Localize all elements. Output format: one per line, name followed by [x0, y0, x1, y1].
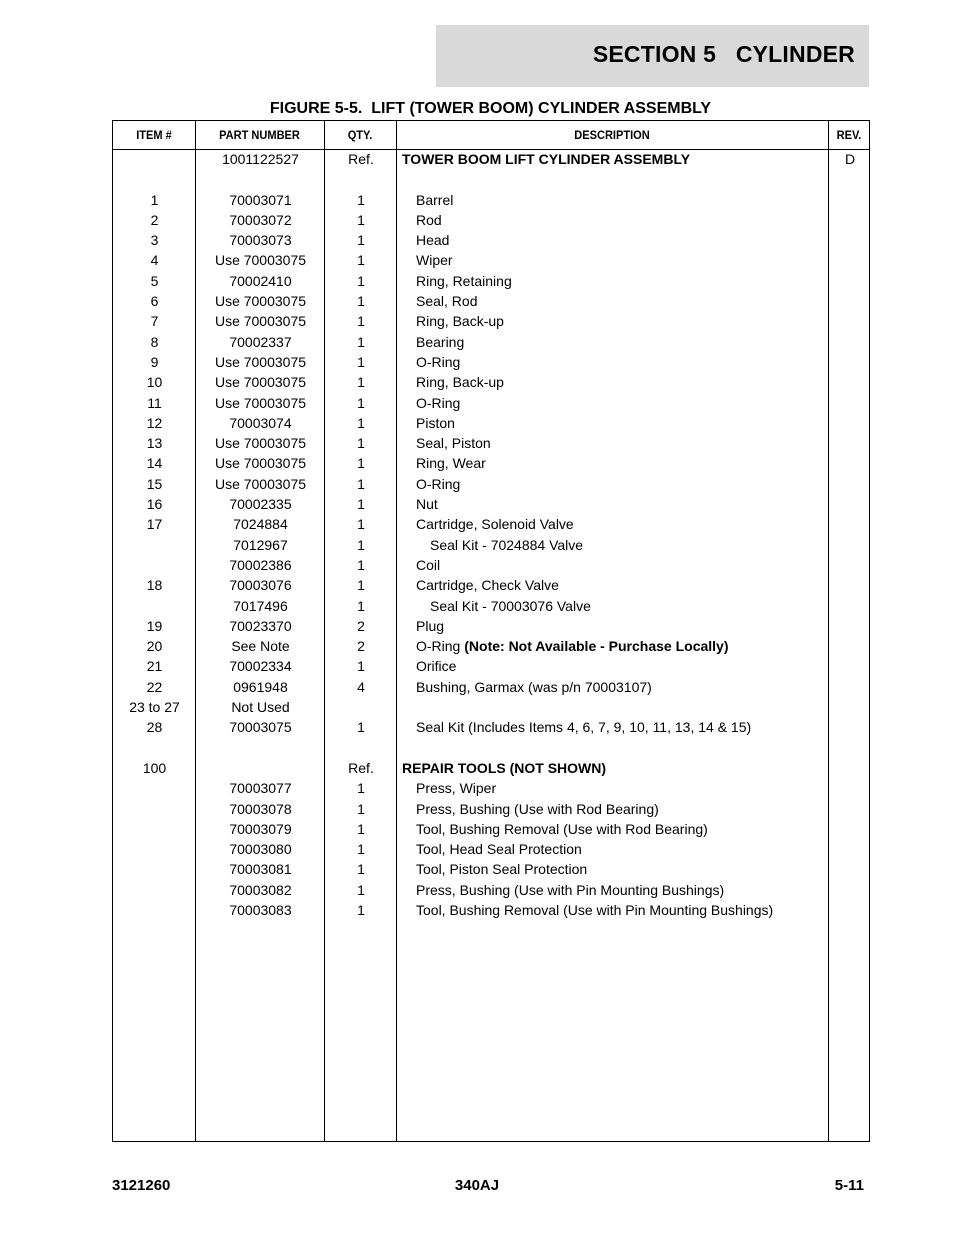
description [402, 778, 496, 798]
quantity: Ref. [348, 759, 374, 776]
description [402, 474, 460, 494]
table-row [113, 596, 869, 616]
table-row [113, 291, 869, 311]
table-row [113, 190, 869, 210]
part-number: 70002337 [229, 333, 292, 350]
item-number: 11 [147, 394, 162, 411]
item-number: 16 [146, 496, 163, 513]
item-number: 10 [146, 374, 163, 391]
part-number: Use 70003075 [214, 252, 307, 269]
description-text: Cartridge, Solenoid Valve [416, 516, 574, 533]
description-text: Bushing, Garmax (was p/n 70003107) [416, 678, 652, 695]
item-number: 3 [150, 232, 159, 249]
part-number: 70002386 [229, 556, 292, 573]
item-number: 9 [150, 353, 159, 370]
table-row [113, 535, 869, 555]
description [402, 535, 583, 555]
quantity: 2 [357, 638, 365, 655]
item-number: 7 [150, 313, 159, 330]
column-header-qty: QTY. [347, 128, 373, 142]
quantity: 1 [357, 881, 365, 898]
quantity: 1 [357, 556, 365, 573]
quantity: 1 [357, 820, 365, 837]
description [402, 859, 587, 879]
quantity: 1 [357, 211, 365, 228]
description [402, 839, 582, 859]
description [402, 352, 460, 372]
quantity: 1 [357, 353, 365, 370]
part-number: 70003080 [229, 841, 292, 858]
description [402, 900, 773, 920]
quantity: 2 [357, 617, 365, 634]
table-row [113, 717, 869, 737]
description [402, 393, 460, 413]
column-header-description: DESCRIPTION [574, 128, 650, 142]
item-number: 5 [150, 272, 159, 289]
description-text: Tool, Head Seal Protection [416, 841, 582, 858]
item-number: 20 [146, 638, 163, 655]
table-row [113, 880, 869, 900]
table-row [113, 332, 869, 352]
item-number: 2 [150, 211, 159, 228]
description-text: TOWER BOOM LIFT CYLINDER ASSEMBLY [402, 151, 691, 167]
description [402, 250, 453, 270]
description-text: Press, Bushing (Use with Rod Bearing) [416, 800, 659, 817]
part-number: 1001122527 [222, 151, 299, 167]
description [402, 372, 504, 392]
quantity: 1 [357, 252, 365, 269]
description-text: Tool, Piston Seal Protection [416, 861, 588, 878]
part-number: 70003081 [229, 861, 292, 878]
quantity: 1 [357, 293, 365, 310]
description-text: Head [416, 232, 450, 249]
quantity: 1 [357, 861, 365, 878]
part-number: 70002335 [229, 496, 292, 513]
item-number: 18 [146, 577, 163, 594]
table-row [113, 656, 869, 676]
table-row [113, 474, 869, 494]
description-text: Nut [416, 496, 438, 513]
part-number: 70002334 [229, 658, 292, 675]
description-text: O-Ring [416, 353, 461, 370]
description-text: Plug [416, 617, 445, 634]
part-number: 7024884 [233, 516, 288, 533]
table-row [113, 616, 869, 636]
description-text: Barrel [416, 191, 454, 208]
quantity: 1 [357, 841, 365, 858]
part-number: Use 70003075 [214, 475, 307, 492]
description [402, 616, 444, 636]
description [402, 230, 449, 250]
description [402, 636, 729, 656]
section-title: SECTION 5 CYLINDER [592, 41, 855, 67]
description-text: Ring, Retaining [416, 272, 512, 289]
part-number: Use 70003075 [214, 353, 307, 370]
description [402, 819, 708, 839]
table-row [113, 453, 869, 473]
description [402, 311, 504, 331]
item-number: 1 [150, 191, 159, 208]
description-text: Orifice [416, 658, 457, 675]
item-number: 21 [146, 658, 163, 675]
part-number: Use 70003075 [214, 394, 307, 411]
table-row [113, 677, 869, 697]
description [402, 453, 486, 473]
part-number: 7012967 [233, 536, 288, 553]
description-text: Ring, Back-up [416, 313, 504, 330]
table-row [113, 271, 869, 291]
table-row [113, 900, 869, 920]
item-number: 14 [146, 455, 163, 472]
description [402, 717, 751, 737]
item-number: 8 [150, 333, 159, 350]
page-number: 5-11 [834, 1177, 864, 1194]
quantity: 1 [357, 394, 365, 411]
description-text: O-Ring [416, 394, 461, 411]
quantity: 1 [357, 516, 365, 533]
description-text: Wiper [416, 252, 453, 269]
column-header-item: ITEM # [136, 128, 172, 142]
quantity: 1 [357, 374, 365, 391]
description-text: Seal Kit - 7024884 Valve [430, 536, 584, 553]
part-number: 7017496 [233, 597, 288, 614]
description-text: Coil [416, 556, 441, 573]
description-text: Piston [416, 414, 455, 431]
description-text: Bearing [416, 333, 465, 350]
description [402, 575, 559, 595]
table-row [113, 839, 869, 859]
item-number: 15 [146, 475, 163, 492]
item-number: 19 [146, 617, 163, 634]
description [402, 271, 512, 291]
quantity: 4 [357, 678, 365, 695]
item-number: 4 [150, 252, 159, 269]
column-header-rev: REV. [836, 128, 862, 142]
quantity: 1 [357, 333, 365, 350]
table-row [113, 393, 869, 413]
part-number: 70003078 [229, 800, 292, 817]
part-number: 70023370 [229, 617, 292, 634]
description [402, 413, 455, 433]
table-row [113, 514, 869, 534]
item-number: 100 [142, 759, 167, 776]
quantity: 1 [357, 435, 365, 452]
quantity: 1 [357, 272, 365, 289]
description [402, 332, 464, 352]
quantity: 1 [357, 536, 365, 553]
table-row [113, 372, 869, 392]
table-row [113, 494, 869, 514]
table-row [113, 859, 869, 879]
part-number: 70003074 [229, 414, 292, 431]
description [402, 758, 606, 778]
table-row [113, 311, 869, 331]
quantity: 1 [357, 597, 365, 614]
quantity: 1 [357, 658, 365, 675]
part-number: 70003077 [229, 780, 292, 797]
part-number: 70003071 [229, 191, 292, 208]
table-row [113, 758, 869, 778]
revision: D [844, 151, 856, 167]
table-row [113, 250, 869, 270]
description-text: O-Ring [416, 638, 461, 655]
description-text: Rod [416, 211, 442, 228]
description-text: Ring, Back-up [416, 374, 504, 391]
part-number: See Note [231, 638, 290, 655]
description-text: Seal, Piston [416, 435, 491, 452]
figure-title: FIGURE 5-5. LIFT (TOWER BOOM) CYLINDER ASSEMBLY [269, 100, 712, 117]
part-number: Not Used [231, 699, 290, 716]
table-row [113, 352, 869, 372]
doc-number: 3121260 [112, 1177, 171, 1194]
table-row [113, 697, 869, 717]
description [402, 514, 574, 534]
description-text: Ring, Wear [416, 455, 486, 472]
quantity: 1 [357, 232, 365, 249]
description [402, 291, 477, 311]
part-number: 70003075 [229, 719, 292, 736]
description [402, 656, 456, 676]
item-number: 6 [150, 293, 159, 310]
table-row [113, 819, 869, 839]
table-row [113, 230, 869, 250]
description-text: O-Ring [416, 475, 461, 492]
description-text: Tool, Bushing Removal (Use with Rod Bearing) [416, 820, 708, 837]
part-number: 70003082 [229, 881, 292, 898]
part-number: 70003073 [229, 232, 292, 249]
description-note: (Note: Not Available - Purchase Locally) [460, 638, 729, 655]
part-number: 70002410 [229, 272, 292, 289]
quantity: 1 [357, 800, 365, 817]
description [402, 880, 724, 900]
quantity: 1 [357, 313, 365, 330]
quantity: 1 [357, 719, 365, 736]
description [402, 190, 453, 210]
table-row [113, 778, 869, 798]
part-number: Use 70003075 [214, 374, 307, 391]
table-row [113, 738, 869, 758]
quantity: 1 [357, 455, 365, 472]
part-number: Use 70003075 [214, 435, 307, 452]
part-number: 0961948 [233, 678, 288, 695]
description-text: Tool, Bushing Removal (Use with Pin Mounting Bushings) [416, 901, 774, 918]
table-row [113, 575, 869, 595]
quantity: 1 [357, 577, 365, 594]
description [402, 555, 440, 575]
part-number: Use 70003075 [214, 455, 307, 472]
part-number: 70003076 [229, 577, 292, 594]
item-number: 23 to 27 [129, 699, 180, 716]
description [402, 494, 438, 514]
part-number: Use 70003075 [214, 293, 307, 310]
table-row [113, 433, 869, 453]
item-number: 12 [146, 414, 163, 431]
table-row [113, 149, 869, 169]
item-number: 28 [146, 719, 163, 736]
section-header-band [436, 25, 869, 87]
table-row [113, 799, 869, 819]
description-text: Press, Wiper [416, 780, 497, 797]
part-number: 70003072 [229, 211, 292, 228]
table-row [113, 413, 869, 433]
table-row [113, 169, 869, 189]
table-row [113, 210, 869, 230]
parts-table [112, 120, 870, 1142]
quantity: 1 [357, 901, 365, 918]
description [402, 596, 591, 616]
description [402, 149, 690, 169]
description [402, 799, 659, 819]
description-text: Seal Kit - 70003076 Valve [430, 597, 591, 614]
column-header-part-number: PART NUMBER [219, 128, 300, 142]
description-text: Seal, Rod [416, 293, 478, 310]
description [402, 677, 652, 697]
item-number: 22 [146, 678, 163, 695]
table-row [113, 555, 869, 575]
quantity: 1 [357, 191, 365, 208]
item-number: 13 [146, 435, 163, 452]
description [402, 433, 491, 453]
table-body [113, 149, 869, 920]
description-text: Cartridge, Check Valve [416, 577, 559, 594]
quantity: 1 [357, 496, 365, 513]
table-row [113, 636, 869, 656]
item-number: 17 [146, 516, 163, 533]
description-text: REPAIR TOOLS (NOT SHOWN) [402, 759, 607, 776]
quantity: Ref. [348, 151, 374, 167]
description [402, 210, 442, 230]
part-number: Use 70003075 [214, 313, 307, 330]
quantity: 1 [357, 475, 365, 492]
part-number: 70003079 [229, 820, 292, 837]
description-text: Press, Bushing (Use with Pin Mounting Bushings) [416, 881, 725, 898]
part-number: 70003083 [229, 901, 292, 918]
quantity: 1 [357, 780, 365, 797]
quantity: 1 [357, 414, 365, 431]
model-name: 340AJ [454, 1177, 500, 1194]
description-text: Seal Kit (Includes Items 4, 6, 7, 9, 10, 11, 13, 14 & 15) [416, 719, 752, 736]
